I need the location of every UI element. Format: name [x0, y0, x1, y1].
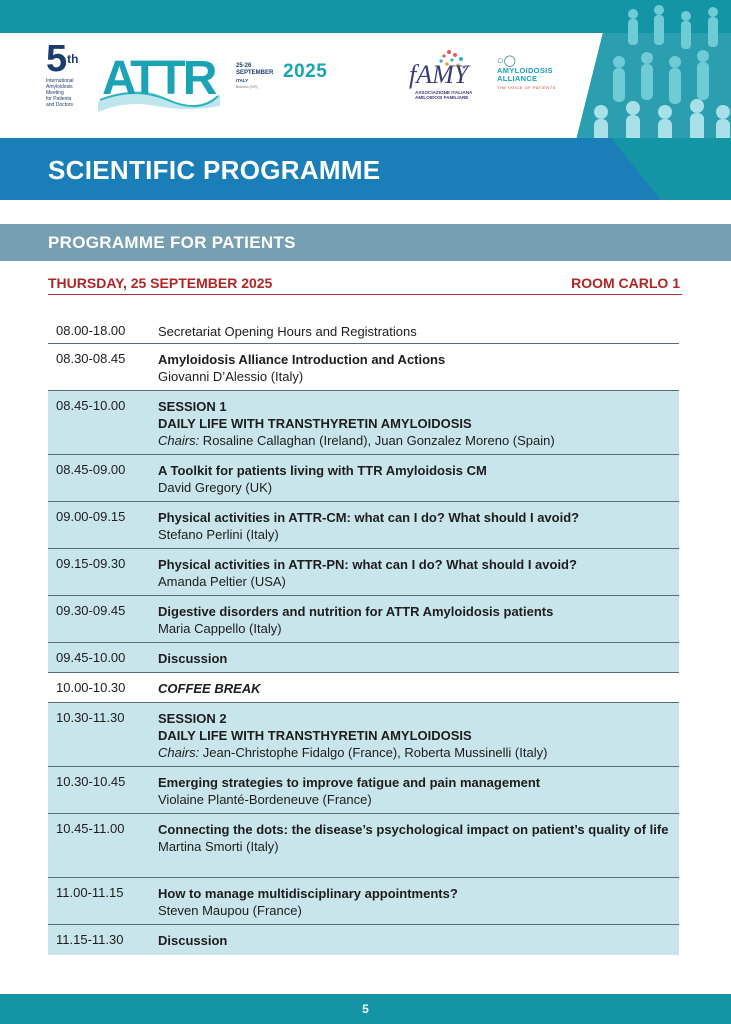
speaker: Stefano Perlini (Italy)	[158, 527, 279, 542]
row-time: 10.30-11.30	[56, 710, 125, 725]
break-label: COFFEE BREAK	[158, 681, 261, 696]
alliance-icon: ○◯	[497, 55, 516, 67]
table-row	[48, 673, 679, 703]
famy-caption	[415, 90, 472, 100]
edition-number: 5	[46, 38, 68, 80]
edition-caption-line: International	[46, 78, 74, 84]
session-title: DAILY LIFE WITH TRANSTHYRETIN AMYLOIDOSIS	[158, 416, 472, 431]
talk-title: Emerging strategies to improve fatigue and pain management	[158, 775, 541, 790]
row-time: 08.45-10.00	[56, 398, 126, 413]
session-label: SESSION 1	[158, 399, 227, 414]
page-title: SCIENTIFIC PROGRAMME	[48, 155, 381, 185]
famy-logo	[405, 46, 487, 100]
speaker: David Gregory (UK)	[158, 480, 273, 495]
page-number: 5	[362, 1002, 369, 1016]
table-row	[48, 549, 679, 596]
speaker: Martina Smorti (Italy)	[158, 839, 279, 854]
alliance-line: AMYLOIDOSIS	[497, 66, 553, 75]
edition-caption-line: and Doctors	[46, 102, 73, 108]
edition-caption-line: Amyloidosis	[46, 84, 73, 90]
alliance-line: ALLIANCE	[497, 74, 538, 83]
speaker: Giovanni D’Alessio (Italy)	[158, 369, 304, 384]
event-dates	[236, 63, 273, 91]
talk-title: Physical activities in ATTR-PN: what can I do? What should I avoid?	[158, 557, 577, 572]
talk-title: A Toolkit for patients living with TTR Amyloidosis CM	[158, 463, 487, 478]
row-content	[158, 814, 679, 855]
speaker: Steven Maupou (France)	[158, 903, 302, 918]
talk-title: How to manage multidisciplinary appointments?	[158, 886, 458, 901]
speaker: Violaine Planté-Bordeneuve (France)	[158, 792, 372, 807]
row-content	[158, 643, 679, 667]
attr-logo-text: ATTR	[102, 52, 215, 105]
famy-logo-text: fAMY	[409, 60, 469, 89]
table-row	[48, 344, 679, 391]
room-label: ROOM CARLO 1	[571, 275, 680, 291]
row-content	[158, 344, 679, 385]
famy-caption-line: AMILOIDOSI FAMILIARE	[415, 95, 469, 100]
row-content	[158, 316, 679, 340]
row-content	[158, 455, 679, 496]
row-time: 10.45-11.00	[56, 821, 125, 836]
table-row	[48, 925, 679, 955]
table-row	[48, 502, 679, 549]
day-header	[48, 275, 682, 295]
table-row	[48, 643, 679, 673]
talk-title: Digestive disorders and nutrition for ATTR Amyloidosis patients	[158, 604, 554, 619]
dates-line: Bolzano (IVR)	[236, 85, 258, 89]
row-time: 09.45-10.00	[56, 650, 126, 665]
row-content	[158, 596, 679, 637]
row-time: 08.30-08.45	[56, 351, 126, 366]
session-chairs	[158, 432, 679, 449]
row-content	[158, 673, 679, 697]
row-content	[158, 925, 679, 949]
talk-title: Discussion	[158, 933, 228, 948]
table-row	[48, 703, 679, 767]
session-title: DAILY LIFE WITH TRANSTHYRETIN AMYLOIDOSIS	[158, 728, 472, 743]
chairs-label: Chairs:	[158, 433, 200, 448]
talk-title: Amyloidosis Alliance Introduction and Actions	[158, 352, 446, 367]
speaker: Amanda Peltier (USA)	[158, 574, 286, 589]
talk-title: Secretariat Opening Hours and Registrations	[158, 324, 417, 339]
section-title: PROGRAMME FOR PATIENTS	[48, 233, 296, 252]
edition-caption-line: Meeting	[46, 90, 64, 96]
talk-title: Connecting the dots: the disease’s psychological impact on patient’s quality of life	[158, 822, 669, 837]
session-chairs	[158, 744, 679, 761]
row-time: 11.00-11.15	[56, 885, 124, 900]
table-row	[48, 316, 679, 344]
table-row	[48, 596, 679, 643]
row-time: 08.45-09.00	[56, 462, 126, 477]
alliance-tagline: THE VOICE OF PATIENTS	[497, 85, 556, 90]
programme-table	[48, 316, 679, 955]
edition-suffix: th	[67, 52, 79, 66]
section-bar	[0, 224, 731, 261]
row-content	[158, 767, 679, 808]
chairs-names: Jean-Christophe Fidalgo (France), Roberta Mussinelli (Italy)	[199, 745, 548, 760]
row-time: 11.15-11.30	[56, 932, 124, 947]
row-time: 08.00-18.00	[56, 323, 126, 338]
people-illustration	[571, 0, 731, 160]
event-year: 2025	[283, 61, 328, 82]
footer-bar	[0, 994, 731, 1024]
row-time: 10.00-10.30	[56, 680, 126, 695]
session-label: SESSION 2	[158, 711, 227, 726]
table-row	[48, 814, 679, 878]
row-time: 10.30-10.45	[56, 774, 126, 789]
alliance-logo	[497, 54, 577, 90]
row-content	[158, 391, 679, 449]
talk-title: Discussion	[158, 651, 228, 666]
title-bar-corner	[571, 138, 731, 200]
day-label: THURSDAY, 25 SEPTEMBER 2025	[48, 275, 273, 291]
title-bar	[0, 138, 731, 200]
row-content	[158, 502, 679, 543]
edition-caption-line: for Patients	[46, 96, 72, 102]
dates-line: SEPTEMBER	[236, 70, 274, 76]
attr-logo	[96, 42, 221, 114]
famy-caption-line: ASSOCIAZIONE ITALIANA	[415, 90, 473, 95]
row-time: 09.15-09.30	[56, 556, 126, 571]
row-time: 09.00-09.15	[56, 509, 126, 524]
dates-line: ITALY	[236, 78, 249, 83]
row-content	[158, 703, 679, 761]
table-row	[48, 767, 679, 814]
table-row	[48, 455, 679, 502]
row-time: 09.30-09.45	[56, 603, 126, 618]
dates-line: 25-26	[236, 63, 252, 69]
row-content	[158, 878, 679, 919]
speaker: Maria Cappello (Italy)	[158, 621, 282, 636]
chairs-label: Chairs:	[158, 745, 200, 760]
chairs-names: Rosaline Callaghan (Ireland), Juan Gonzalez Moreno (Spain)	[199, 433, 555, 448]
table-row	[48, 391, 679, 455]
row-content	[158, 549, 679, 590]
table-row	[48, 878, 679, 925]
talk-title: Physical activities in ATTR-CM: what can I do? What should I avoid?	[158, 510, 580, 525]
